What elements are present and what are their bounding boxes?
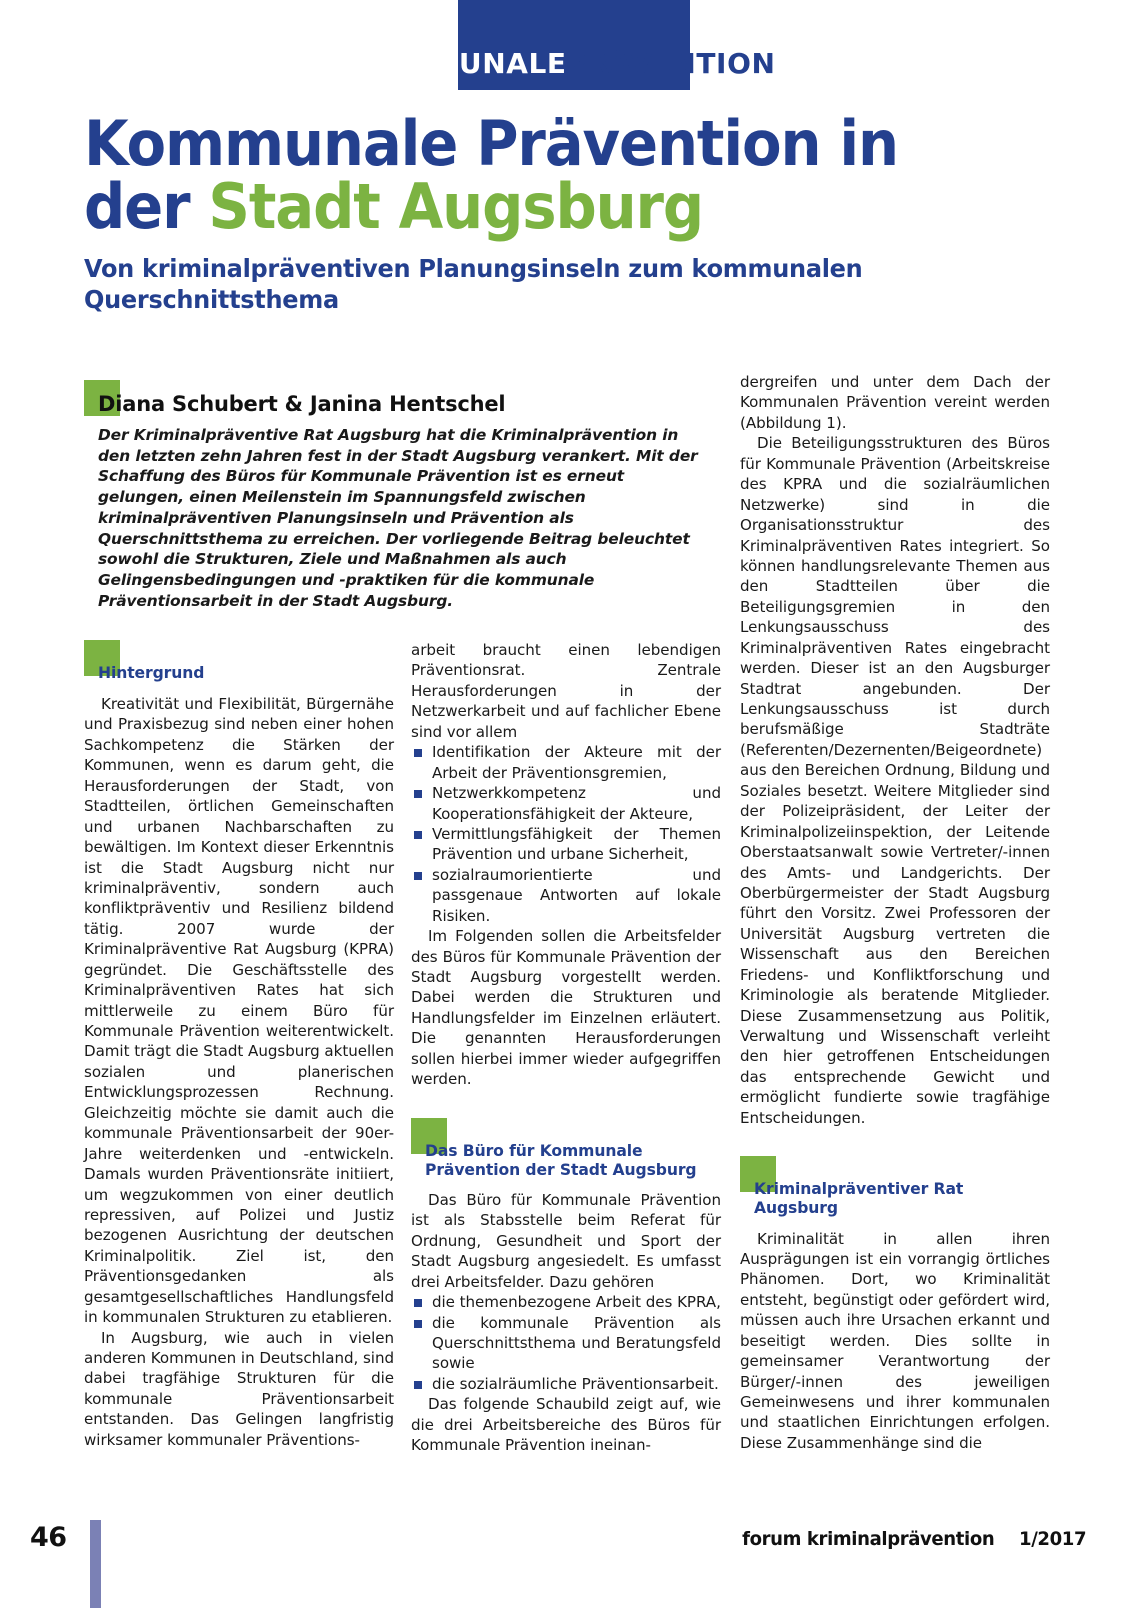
list-item: die kommunale Prävention als Querschnittsthema und Beratungsfeld sowie [411, 1313, 721, 1374]
list-item: Vermittlungsfähigkeit der Themen Prävention und urbane Sicherheit, [411, 824, 721, 865]
page-number: 46 [30, 1522, 67, 1553]
spacer [740, 1128, 1050, 1156]
paragraph: In Augsburg, wie auch in vielen anderen Kommunen in Deutschland, sind dabei tragfähige Strukturen für die kommunale Präventionsarbeit entstanden. Das Gelingen langfristig wirksamer kommunaler Präventions- [84, 1328, 394, 1449]
byline-block [84, 380, 724, 611]
masthead-title [0, 47, 1132, 80]
author-byline: Diana Schubert & Janina Hentschel [98, 392, 506, 416]
bullet-list-herausforderungen [411, 742, 721, 926]
heading-text: Das Büro für Kommunale Prävention der Stadt Augsburg [425, 1141, 697, 1179]
section-heading-kpra [740, 1156, 1050, 1218]
title-line2-green: Stadt Augsburg [208, 170, 704, 244]
heading-text: Kriminalpräventiver Rat Augsburg [754, 1180, 964, 1218]
paragraph: Kriminalität in allen ihren Ausprägungen ist ein vorrangig örtliches Phänomen. Dort, wo Kriminalität entsteht, begünstigt oder gefördert wird, müssen auch ihre Ursachen erkannt und beseitigt werden. Dies sollte in gemeinsamer Verantwortung der Bürger/-innen des jeweiligen Gemeinwesens und ihrer kommunalen und staatlichen Einrichtungen erfolgen. Diese Zusammenhänge sind die [740, 1229, 1050, 1452]
title-line1: Kommunale Prävention in [84, 107, 898, 180]
page-subtitle: Von kriminalpräventiven Planungsinseln zum kommunalen Querschnittsthema [84, 254, 863, 314]
page-footer [0, 1508, 1132, 1600]
spacer [411, 1090, 721, 1118]
footer-vertical-rule [90, 1520, 101, 1608]
list-item: Identifikation der Akteure mit der Arbeit der Präventionsgremien, [411, 742, 721, 783]
paragraph: Im Folgenden sollen die Arbeitsfelder des Büros für Kommunale Prävention der Stadt Augsburg vorgestellt werden. Dabei werden die Strukturen und Handlungsfelder im Einzelnen erläutert. Die genannten Herausforderungen sollen hierbei immer wieder aufgegriffen werden. [411, 927, 721, 1089]
list-item: die sozialräumliche Präventionsarbeit. [411, 1374, 721, 1394]
masthead [0, 0, 1132, 104]
paragraph: dergreifen und unter dem Dach der Kommunalen Prävention vereint werden (Abbildung 1). [740, 373, 1050, 432]
text-column-3 [740, 372, 1050, 1453]
footer-journal-info [742, 1528, 1086, 1550]
section-heading-buero [411, 1118, 721, 1180]
issue-number: 1/2017 [1018, 1528, 1086, 1550]
heading-text: Hintergrund [98, 664, 205, 682]
text-column-2 [411, 640, 721, 1456]
list-item: Netzwerkkompetenz und Kooperationsfähigkeit der Akteure, [411, 783, 721, 824]
journal-name: forum kriminalprävention [741, 1528, 995, 1550]
title-line2-blue: der [84, 170, 209, 244]
bullet-list-arbeitsfelder [411, 1292, 721, 1394]
title-block [84, 107, 1044, 315]
masthead-praevention: PRÄVENTION [566, 47, 776, 80]
list-item: die themenbezogene Arbeit des KPRA, [411, 1292, 721, 1312]
paragraph: Die Beteiligungsstrukturen des Büros für Kommunale Prävention (Arbeitskreise des KPRA und die sozialräumlichen Netzwerke) sind in die Organisationsstruktur des Kriminalpräventiven Rates integriert. So können handlungsrelevante Themen aus den Stadtteilen über die Beteiligungsgremien in den Lenkungsausschuss des Kriminalpräventiven Rates eingebracht werden. Dieser ist an den Augsburger Stadtrat angebunden. Der Lenkungsausschuss ist durch berufsmäßige Stadträte (Referenten/Dezernenten/Beigeordnete) aus den Bereichen Ordnung, Bildung und Soziales besetzt. Weitere Mitglieder sind der Polizeipräsident, der Leiter der Kriminalpolizeiinspektion, der Leitende Oberstaatsanwalt sowie Vertreter/-innen des Amts- und Landgerichts. Der Oberbürgermeister der Stadt Augsburg führt den Vorsitz. Zwei Professoren der Universität Augsburg vertreten die Wissenschaft aus den Bereichen Friedens- und Konfliktforschung und Kriminologie als beratende Mitglieder. Diese Zusammensetzung aus Politik, Verwaltung und Wissenschaft verleiht den hier getroffenen Entscheidungen das entsprechende Gewicht und ermöglicht fundierte sowie tragfähige Entscheidungen. [740, 434, 1050, 1127]
page-title [84, 107, 977, 244]
text-column-1 [84, 640, 394, 1450]
paragraph: Das Büro für Kommunale Prävention ist als Stabsstelle beim Referat für Ordnung, Gesundheit und Sport der Stadt Augsburg angesiedelt. Es umfasst drei Arbeitsfelder. Dazu gehören [411, 1190, 721, 1291]
masthead-kommunale: KOMMUNALE [356, 47, 567, 80]
paragraph: arbeit braucht einen lebendigen Präventionsrat. Zentrale Herausforderungen in der Netzwerkarbeit und auf fachlicher Ebene sind vor allem [411, 641, 721, 741]
paragraph: Das folgende Schaubild zeigt auf, wie die drei Arbeitsbereiche des Büros für Kommunale Prävention ineinan- [411, 1395, 721, 1455]
list-item: sozialraumorientierte und passgenaue Antworten auf lokale Risiken. [411, 865, 721, 926]
article-abstract: Der Kriminalpräventive Rat Augsburg hat die Kriminalprävention in den letzten zehn Jahren fest in der Stadt Augsburg verankert. Mit der Schaffung des Büros für Kommunale Prävention ist es erneut gelungen, einen Meilenstein im Spannungsfeld zwischen kriminalpräventiven Planungsinseln und Prävention als Querschnittsthema zu erreichen. Der vorliegende Beitrag beleuchtet sowohl die Strukturen, Ziele und Maßnahmen als auch Gelingensbedingungen und -praktiken für die kommunale Präventionsarbeit in der Stadt Augsburg. [98, 426, 698, 610]
section-heading-hintergrund [84, 640, 394, 684]
paragraph: Kreativität und Flexibilität, Bürgernähe und Praxisbezug sind neben einer hohen Sachkompetenz die Stärken der Kommunen, wenn es darum geht, die Herausforderungen der Stadt, von Stadtteilen, örtlichen Gemeinschaften und urbanen Nachbarschaften zu bewältigen. Im Kontext dieser Erkenntnis ist die Stadt Augsburg nicht nur kriminalpräventiv, sondern auch konfliktpräventiv und Resilienz bildend tätig. 2007 wurde der Kriminalpräventive Rat Augsburg (KPRA) gegründet. Die Geschäftsstelle des Kriminalpräventiven Rates hat sich mittlerweile zu einem Büro für Kommunale Prävention weiterentwickelt. Damit trägt die Stadt Augsburg aktuellen sozialen und planerischen Entwicklungsprozessen Rechnung. Gleichzeitig möchte sie damit auch die kommunale Präventionsarbeit der 90er-Jahre weiterdenken und -entwickeln. Damals wurden Präventionsräte initiiert, um wegzukommen von einer deutlich repressiven, auf Polizei und Justiz bezogenen Ausrichtung der deutschen Kriminalpolitik. Ziel ist, den Präventionsgedanken als gesamtgesellschaftliches Handlungsfeld in kommunalen Strukturen zu etablieren. [84, 695, 394, 1327]
